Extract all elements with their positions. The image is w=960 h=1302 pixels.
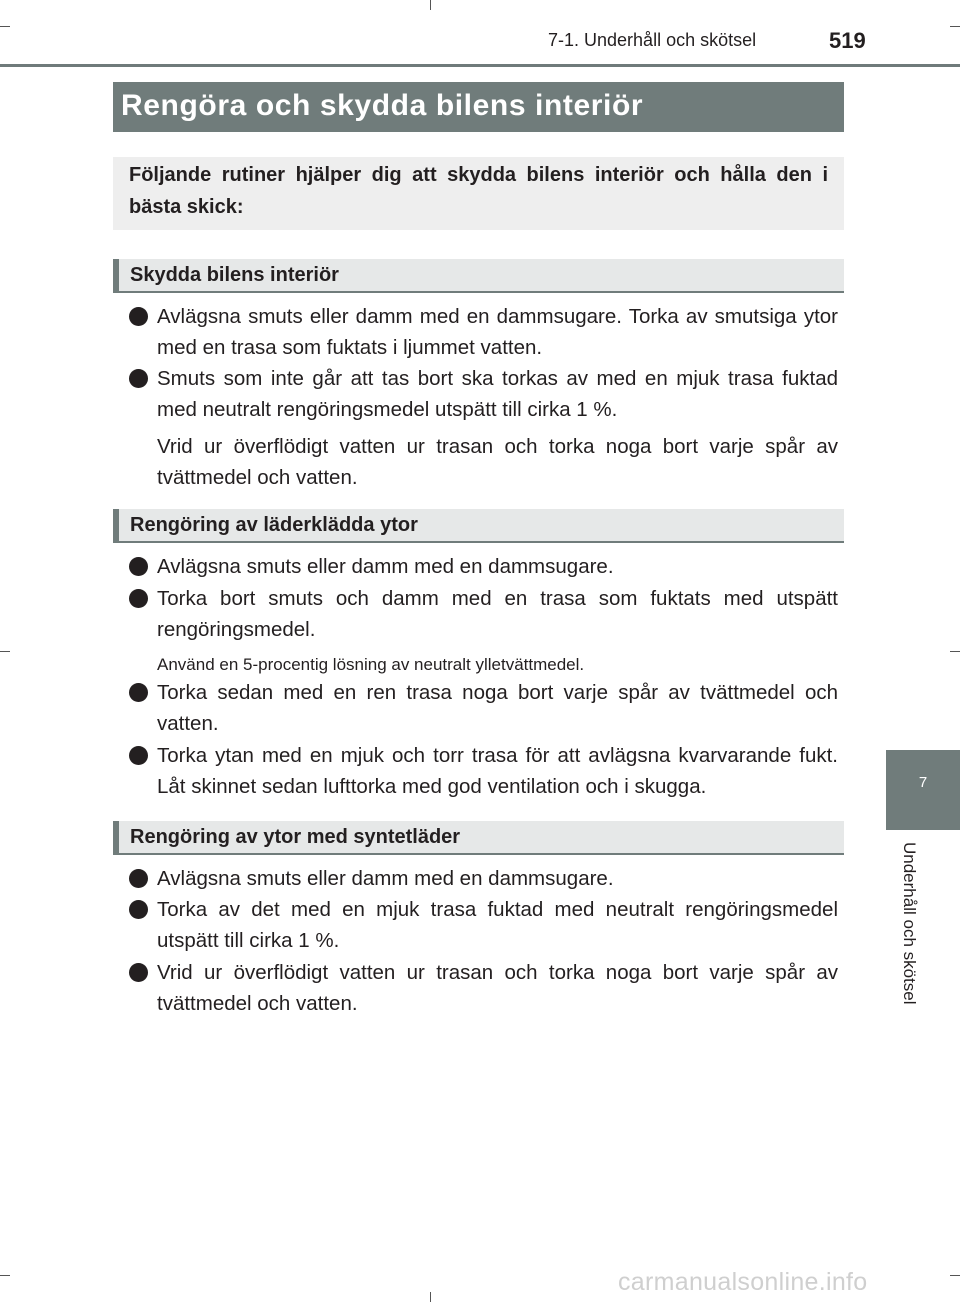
paragraph: Vrid ur överflödigt vatten ur trasan och torka noga bort varje spår av tvättmedel och vatten. [157,435,838,489]
list-item-text: Torka sedan med en ren trasa noga bort varje spår av tvättmedel och vatten. [157,681,838,735]
list-item [129,740,838,802]
intro-text: Följande rutiner hjälper dig att skydda bilens interiör och hålla den i bästa skick: [129,164,828,218]
section-title: Rengöring av läderklädda ytor [130,514,418,536]
section-header-leather [113,509,844,543]
chapter-number: 7 [918,774,928,791]
crop-mark [950,651,960,652]
crop-mark [430,0,431,10]
chapter-label: Underhåll och skötsel [900,842,919,1005]
crop-mark [0,651,10,652]
section-title: Rengöring av ytor med syntetläder [130,826,461,848]
bullet-icon [129,746,148,765]
list-item [129,894,838,956]
bullet-icon [129,963,148,982]
list-item-text: Smuts som inte går att tas bort ska torkas av med en mjuk trasa fuktad med neutralt rengöringsmedel utspätt till cirka 1 %. [157,367,838,421]
list-item-text: Torka ytan med en mjuk och torr trasa för att avlägsna kvarvarande fukt. Låt skinnet sedan lufttorka med god ventilation och i skugga. [157,744,838,798]
section-header-protect-interior [113,259,844,293]
page-number: 519 [829,28,866,53]
bullet-icon [129,683,148,702]
page-title-bar [113,82,844,132]
bullet-icon [129,589,148,608]
list-item-text: Avlägsna smuts eller damm med en dammsugare. [157,867,614,890]
chapter-tab[interactable] [886,750,960,830]
list-item-text: Avlägsna smuts eller damm med en dammsugare. Torka av smutsiga ytor med en trasa som fuktats i ljummet vatten. [157,305,838,359]
section-header-synthetic-leather [113,821,844,855]
watermark: carmanualsonline.info [618,1268,868,1296]
crop-mark [0,1275,10,1276]
note-text: Använd en 5-procentig lösning av neutralt ylletvättmedel. [157,655,585,674]
crop-mark [0,26,10,27]
list-item [129,863,838,894]
bullet-icon [129,307,148,326]
list-item [129,677,838,739]
crop-mark [950,1275,960,1276]
section-title: Skydda bilens interiör [130,264,339,286]
list-item [129,957,838,1019]
list-item-text: Torka av det med en mjuk trasa fuktad med neutralt rengöringsmedel utspätt till cirka 1 %. [157,898,838,952]
list-item-text: Vrid ur överflödigt vatten ur trasan och torka noga bort varje spår av tvättmedel och vatten. [157,961,838,1015]
bullet-icon [129,900,148,919]
bullet-icon [129,869,148,888]
crop-mark [430,1292,431,1302]
running-header-section: 7-1. Underhåll och skötsel [548,30,757,50]
crop-mark [950,26,960,27]
list-item-text: Torka bort smuts och damm med en trasa som fuktats med utspätt rengöringsmedel. [157,587,838,641]
bullet-icon [129,369,148,388]
list-item [129,301,838,363]
bullet-icon [129,557,148,576]
header-rule [0,64,960,67]
list-item [129,583,838,645]
intro-box [113,157,844,230]
page-title: Rengöra och skydda bilens interiör [121,89,644,122]
list-item [129,551,838,582]
list-item [129,363,838,425]
list-item-text: Avlägsna smuts eller damm med en dammsugare. [157,555,614,578]
